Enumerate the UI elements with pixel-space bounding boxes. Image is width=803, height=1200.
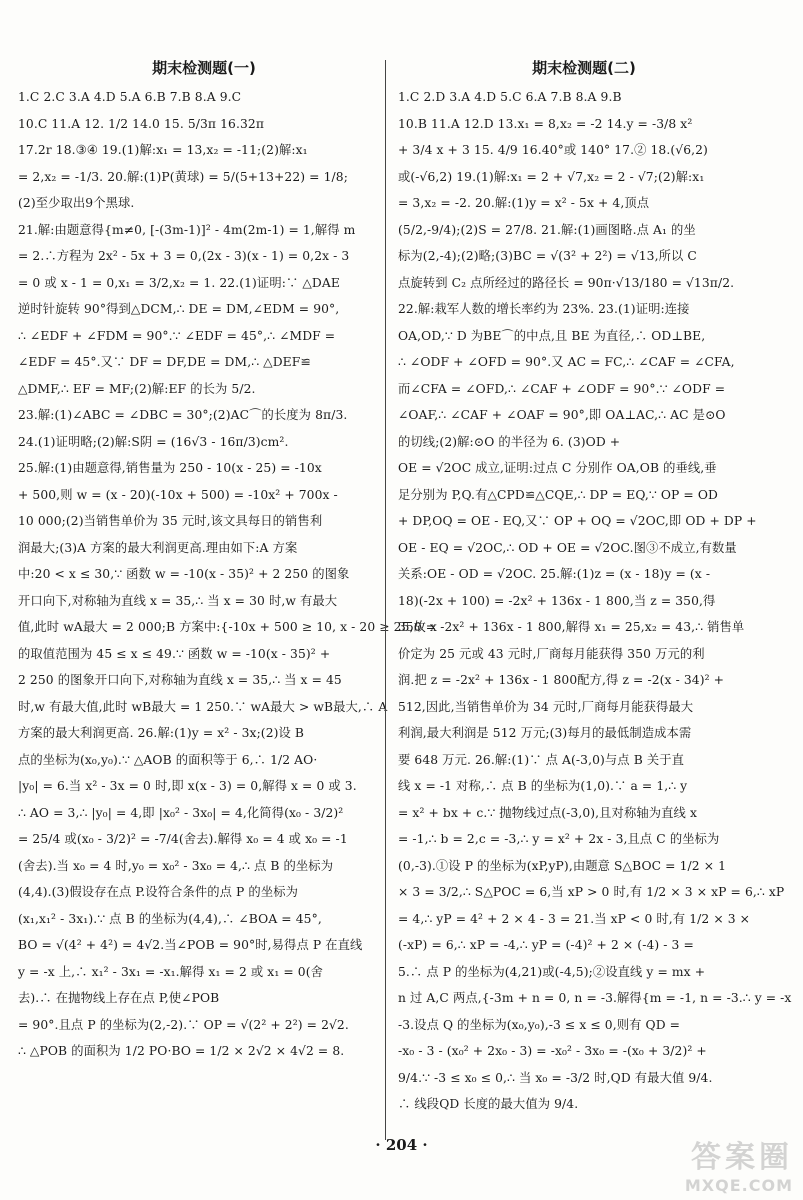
answer-line: OE = √2OC 成立,证明:过点 C 分别作 OA,OB 的垂线,垂: [398, 461, 717, 475]
answer-line: 21.解:由题意得{m≠0, [-(3m-1)]² - 4m(2m-1) = 1,解得 m: [18, 222, 356, 237]
answer-line: = 2,x₂ = -1/3. 20.解:(1)P(黄球) = 5/(5+13+22) = 1/8;: [18, 169, 348, 184]
answer-line: + DP,OQ = OE - EQ,又∵ OP + OQ = √2OC,即 OD + DP +: [398, 514, 757, 528]
answer-line: 或(-√6,2) 19.(1)解:x₁ = 2 + √7,x₂ = 2 - √7;(2)解:x₁: [398, 169, 705, 184]
answer-line: 价定为 25 元或 43 元时,厂商每月能获得 350 万元的利: [398, 646, 705, 661]
watermark-domain: MXQE.COM: [684, 1176, 793, 1195]
left-column-body: [18, 84, 437, 1065]
answer-line: BO = √(4² + 4²) = 4√2.当∠POB = 90°时,易得点 P 在直线: [18, 938, 363, 952]
site-watermark: [643, 1132, 793, 1195]
answer-line: ∠EDF = 45°.又∵ DF = DF,DE = DM,∴ △DEF≌: [18, 355, 311, 369]
answer-line: 标为(2,-4);(2)略;(3)BC = √(3² + 2²) = √13,所以 C: [398, 249, 697, 263]
answer-line: 的取值范围为 45 ≤ x ≤ 49.∵ 函数 w = -10(x - 35)² +: [18, 646, 331, 661]
answer-line: 1.C 2.D 3.A 4.D 5.C 6.A 7.B 8.A 9.B: [398, 90, 622, 104]
left-column: [18, 56, 437, 1065]
answer-line: 润.把 z = -2x² + 136x - 1 800配方,得 z = -2(x - 34)² +: [398, 673, 725, 687]
answer-line: 逆时针旋转 90°得到△DCM,∴ DE = DM,∠EDM = 90°,: [18, 302, 340, 316]
answer-line: 18)(-2x + 100) = -2x² + 136x - 1 800,当 z = 350,得: [398, 593, 716, 608]
answer-line: 10.B 11.A 12.D 13.x₁ = 8,x₂ = -2 14.y = -3/8 x²: [398, 116, 693, 131]
right-column-body: [398, 84, 792, 1118]
answer-line: 25.解:(1)由题意得,销售量为 250 - 10(x - 25) = -10x: [18, 461, 322, 475]
answer-line: 17.2r 18.③④ 19.(1)解:x₁ = 13,x₂ = -11;(2)解:x₁: [18, 143, 308, 157]
answer-line: ∴ ∠EDF + ∠FDM = 90°.∵ ∠EDF = 45°,∴ ∠MDF =: [18, 328, 336, 343]
answer-line: 10 000;(2)当销售单价为 35 元时,该文具每日的销售利: [18, 514, 323, 528]
answer-line: 10.C 11.A 12. 1/2 14.0 15. 5/3π 16.32π: [18, 116, 265, 131]
answer-line: = -1,∴ b = 2,c = -3,∴ y = x² + 2x - 3,且点 C 的坐标为: [398, 832, 720, 846]
left-column-title: 期末检测题(一): [152, 59, 256, 77]
answer-line: (4,4).(3)假设存在点 P.设符合条件的点 P 的坐标为: [18, 885, 299, 899]
answer-line: 润最大;(3)A 方案的最大利润更高.理由如下:A 方案: [18, 540, 298, 555]
answer-line: 350 = -2x² + 136x - 1 800,解得 x₁ = 25,x₂ = 43,∴ 销售单: [398, 620, 745, 634]
answer-line: △DMF,∴ EF = MF;(2)解:EF 的长为 5/2.: [18, 381, 256, 396]
answer-line: -x₀ - 3 - (x₀² + 2x₀ - 3) = -x₀² - 3x₀ = -(x₀ + 3/2)² +: [398, 1044, 707, 1058]
answer-line: 22.解:栽军人数的增长率约为 23%. 23.(1)证明:连接: [398, 302, 690, 316]
answer-line: 2 250 的图象开口向下,对称轴为直线 x = 35,∴ 当 x = 45: [18, 673, 342, 687]
answer-line: 23.解:(1)∠ABC = ∠DBC = 30°;(2)AC⌒的长度为 8π/3.: [18, 408, 348, 422]
answer-line: 512,因此,当销售单价为 34 元时,厂商每月能获得最大: [398, 699, 694, 714]
answer-line: ∴ AO = 3,∴ |y₀| = 4,即 |x₀² - 3x₀| = 4,化简得(x₀ - 3/2)²: [18, 805, 344, 820]
answer-line: = 25/4 或(x₀ - 3/2)² = -7/4(舍去).解得 x₀ = 4 或 x₀ = -1: [18, 832, 348, 846]
watermark-logo-text: 答案圈: [691, 1140, 793, 1175]
answer-line: 去).∴ 在抛物线上存在点 P,使∠POB: [18, 991, 220, 1005]
answer-line: 值,此时 wA最大 = 2 000;B 方案中:{-10x + 500 ≥ 10, x - 20 ≥ 25,故 x: [18, 620, 437, 634]
answer-line: = 4,∴ yP = 4² + 2 × 4 - 3 = 21.当 xP < 0 时,有 1/2 × 3 ×: [398, 911, 751, 926]
answer-line: 24.(1)证明略;(2)解:S阴 = (16√3 - 16π/3)cm².: [18, 434, 289, 449]
answer-line: (x₁,x₁² - 3x₁).∵ 点 B 的坐标为(4,4),∴ ∠BOA = 45°,: [18, 911, 322, 926]
answer-line: 方案的最大利润更高. 26.解:(1)y = x² - 3x;(2)设 B: [18, 726, 305, 740]
answer-line: 点旋转到 C₂ 点所经过的路径长 = 90π·√13/180 = √13π/2.: [398, 275, 735, 290]
answer-line: 线 x = -1 对称,∴ 点 B 的坐标为(1,0).∵ a = 1,∴ y: [398, 779, 688, 793]
answer-line: × 3 = 3/2,∴ S△POC = 6,当 xP > 0 时,有 1/2 × 3 × xP = 6,∴ xP: [398, 885, 785, 899]
answer-line: ∠OAF,∴ ∠CAF + ∠OAF = 90°,即 OA⊥AC,∴ AC 是⊙O: [398, 408, 726, 422]
answer-line: n 过 A,C 两点,{-3m + n = 0, n = -3.解得{m = -1, n = -3.∴ y = -x: [398, 991, 792, 1005]
answer-line: ∴ 线段QD 长度的最大值为 9/4.: [398, 1097, 579, 1111]
answer-line: 中:20 < x ≤ 30,∵ 函数 w = -10(x - 35)² + 2 250 的图象: [18, 567, 350, 581]
answer-line: 关系:OE - OD = √2OC. 25.解:(1)z = (x - 18)y = (x -: [398, 567, 711, 581]
answer-line: + 500,则 w = (x - 20)(-10x + 500) = -10x² + 700x -: [18, 487, 338, 502]
answer-line: y = -x 上,∴ x₁² - 3x₁ = -x₁.解得 x₁ = 2 或 x₁ = 0(舍: [18, 964, 324, 979]
column-divider: [385, 60, 386, 1140]
answer-line: = x² + bx + c.∵ 抛物线过点(-3,0),且对称轴为直线 x: [398, 805, 697, 820]
answer-line: = 3,x₂ = -2. 20.解:(1)y = x² - 5x + 4,顶点: [398, 196, 650, 210]
answer-line: 9/4.∵ -3 ≤ x₀ ≤ 0,∴ 当 x₀ = -3/2 时,QD 有最大值 9/4.: [398, 1070, 713, 1085]
answer-line: 点的坐标为(x₀,y₀).∵ △AOB 的面积等于 6,∴ 1/2 AO·: [18, 752, 318, 767]
answer-line: ∴ ∠ODF + ∠OFD = 90°.又 AC = FC,∴ ∠CAF = ∠CFA,: [398, 355, 735, 369]
answer-line: = 90°.且点 P 的坐标为(2,-2).∵ OP = √(2² + 2²) = 2√2.: [18, 1017, 349, 1032]
right-column: [398, 56, 792, 1118]
answer-line: (2)至少取出9个黑球.: [18, 196, 135, 210]
answer-line: 的切线;(2)解:⊙O 的半径为 6. (3)OD +: [398, 434, 621, 449]
answer-line: ∴ △POB 的面积为 1/2 PO·BO = 1/2 × 2√2 × 4√2 = 8.: [18, 1044, 345, 1058]
answer-line: 足分别为 P,Q.有△CPD≌△CQE,∴ DP = EQ,∵ OP = OD: [398, 487, 718, 502]
answer-line: 开口向下,对称轴为直线 x = 35,∴ 当 x = 30 时,w 有最大: [18, 593, 338, 608]
answer-line: OA,OD,∵ D 为BE⌒的中点,且 BE 为直径,∴ OD⊥BE,: [398, 328, 706, 343]
page-number: · 204 ·: [375, 1136, 428, 1154]
answer-line: -3.设点 Q 的坐标为(x₀,y₀),-3 ≤ x ≤ 0,则有 QD =: [398, 1017, 681, 1032]
answer-line: (-xP) = 6,∴ xP = -4,∴ yP = (-4)² + 2 × (-4) - 3 =: [398, 938, 694, 952]
answer-line: (5/2,-9/4);(2)S = 27/8. 21.解:(1)画图略.点 A₁ 的坐: [398, 222, 696, 237]
answer-line: 要 648 万元. 26.解:(1)∵ 点 A(-3,0)与点 B 关于直: [398, 752, 685, 767]
answer-line: 1.C 2.C 3.A 4.D 5.A 6.B 7.B 8.A 9.C: [18, 90, 242, 104]
answer-line: 利润,最大利润是 512 万元;(3)每月的最低制造成本需: [398, 726, 692, 740]
answer-line: |y₀| = 6.当 x² - 3x = 0 时,即 x(x - 3) = 0,解得 x = 0 或 3.: [18, 779, 357, 793]
right-column-title: 期末检测题(二): [532, 59, 636, 77]
answer-line: + 3/4 x + 3 15. 4/9 16.40°或 140° 17.② 18.(√6,2): [398, 143, 708, 157]
answer-line: = 2.∴方程为 2x² - 5x + 3 = 0,(2x - 3)(x - 1) = 0,2x - 3: [18, 249, 350, 263]
answer-line: 时,w 有最大值,此时 wB最大 = 1 250.∵ wA最大 > wB最大,∴ A: [18, 699, 388, 714]
answer-line: (0,-3).①设 P 的坐标为(xP,yP),由题意 S△BOC = 1/2 × 1: [398, 858, 727, 873]
answer-line: OE - EQ = √2OC,∴ OD + OE = √2OC.图③不成立,有数量: [398, 540, 737, 555]
answer-line: = 0 或 x - 1 = 0,x₁ = 3/2,x₂ = 1. 22.(1)证明:∵ △DAE: [18, 275, 340, 290]
answer-line: 而∠CFA = ∠OFD,∴ ∠CAF + ∠ODF = 90°.∵ ∠ODF =: [398, 381, 726, 396]
answer-line: 5.∴ 点 P 的坐标为(4,21)或(-4,5);②设直线 y = mx +: [398, 964, 706, 979]
answer-line: (舍去).当 x₀ = 4 时,y₀ = x₀² - 3x₀ = 4,∴ 点 B 的坐标为: [18, 858, 334, 873]
